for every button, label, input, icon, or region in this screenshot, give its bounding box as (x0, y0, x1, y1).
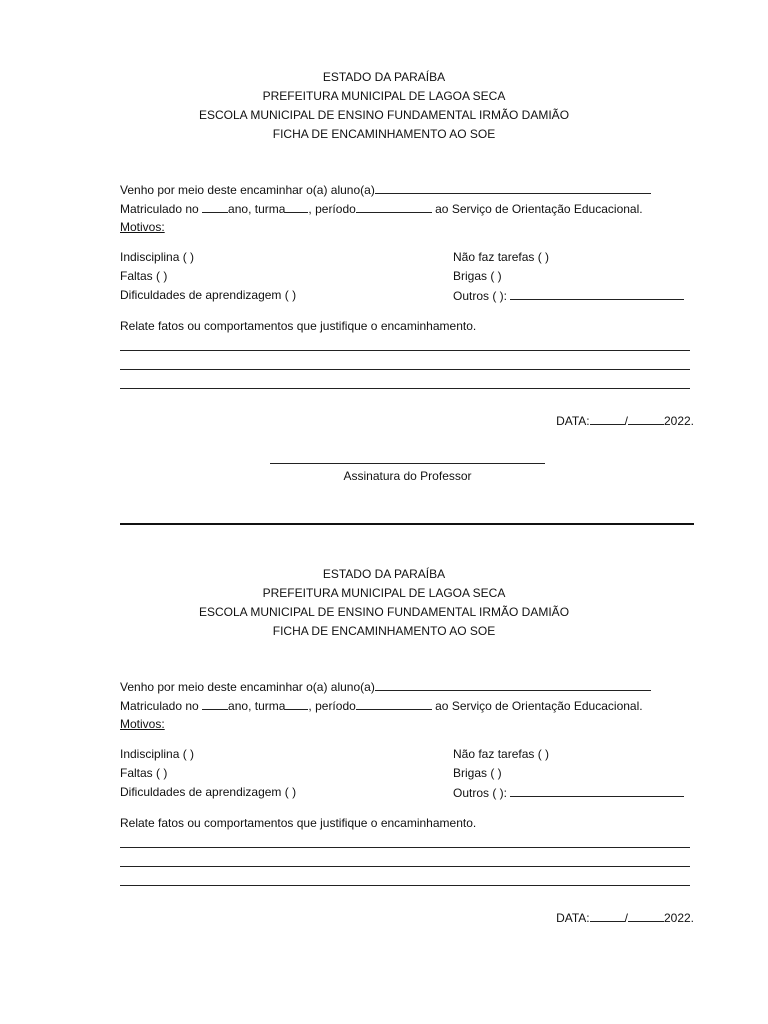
header-municipality: PREFEITURA MUNICIPAL DE LAGOA SECA (262, 586, 506, 600)
period-blank[interactable] (356, 698, 432, 710)
referral-form-1 (0, 68, 768, 483)
date-separator: / (624, 911, 628, 925)
date-month-blank[interactable] (628, 413, 664, 425)
student-name-blank[interactable] (375, 182, 651, 194)
reason-dificuldades[interactable]: Dificuldades de aprendizagem ( ) (120, 288, 297, 302)
form-title: FICHA DE ENCAMINHAMENTO AO SOE (272, 127, 496, 141)
intro-line-enrollment (120, 201, 643, 216)
enrollment-label: Matriculado no (120, 202, 203, 216)
reason-dificuldades[interactable]: Dificuldades de aprendizagem ( ) (120, 785, 297, 799)
header-school: ESCOLA MUNICIPAL DE ENSINO FUNDAMENTAL IRMÃO DAMIÃO (198, 605, 570, 619)
intro-line-enrollment (120, 698, 643, 713)
reason-nao-faz-tarefas[interactable]: Não faz tarefas ( ) (453, 250, 550, 264)
grade-label: ano, turma (228, 202, 286, 216)
relate-instruction: Relate fatos ou comportamentos que justifique o encaminhamento. (120, 816, 477, 830)
date-separator: / (624, 414, 628, 428)
header-state: ESTADO DA PARAÍBA (322, 567, 446, 581)
reason-outros-label[interactable]: Outros ( ): (453, 289, 508, 303)
form-header (0, 565, 768, 641)
date-year: 2022. (663, 414, 694, 428)
class-blank[interactable] (285, 698, 308, 710)
relate-line-3[interactable] (120, 388, 690, 389)
relate-line-1[interactable] (120, 847, 690, 848)
reason-brigas[interactable]: Brigas ( ) (453, 269, 502, 283)
reason-indisciplina[interactable]: Indisciplina ( ) (120, 747, 195, 761)
referral-form-2 (0, 565, 768, 925)
relate-line-1[interactable] (120, 350, 690, 351)
date-year: 2022. (663, 911, 694, 925)
intro-text: Venho por meio deste encaminhar o(a) aluno(a) (120, 183, 375, 197)
header-municipality: PREFEITURA MUNICIPAL DE LAGOA SECA (262, 89, 506, 103)
date-label: DATA: (556, 414, 590, 428)
date-field (556, 910, 694, 925)
reason-outros (453, 785, 684, 800)
date-day-blank[interactable] (590, 413, 625, 425)
relate-line-3[interactable] (120, 885, 690, 886)
reason-brigas[interactable]: Brigas ( ) (453, 766, 502, 780)
header-state: ESTADO DA PARAÍBA (322, 70, 446, 84)
intro-line-student (120, 182, 651, 197)
soe-service-text: ao Serviço de Orientação Educacional. (431, 202, 643, 216)
signature-label: Assinatura do Professor (343, 469, 472, 483)
date-month-blank[interactable] (628, 910, 664, 922)
form-divider (120, 523, 694, 525)
grade-label: ano, turma (228, 699, 286, 713)
date-label: DATA: (556, 911, 590, 925)
student-name-blank[interactable] (375, 679, 651, 691)
date-field (556, 413, 694, 428)
period-label: , período (308, 202, 356, 216)
reason-faltas[interactable]: Faltas ( ) (120, 269, 168, 283)
form-header (0, 68, 768, 144)
reason-faltas[interactable]: Faltas ( ) (120, 766, 168, 780)
reason-nao-faz-tarefas[interactable]: Não faz tarefas ( ) (453, 747, 550, 761)
period-label: , período (308, 699, 356, 713)
outros-blank[interactable] (510, 785, 684, 797)
signature-line[interactable] (270, 463, 545, 464)
grade-blank[interactable] (202, 698, 228, 710)
relate-instruction: Relate fatos ou comportamentos que justifique o encaminhamento. (120, 319, 477, 333)
motivos-label: Motivos: (120, 717, 165, 731)
motivos-label: Motivos: (120, 220, 165, 234)
date-day-blank[interactable] (590, 910, 625, 922)
header-school: ESCOLA MUNICIPAL DE ENSINO FUNDAMENTAL IRMÃO DAMIÃO (198, 108, 570, 122)
outros-blank[interactable] (510, 288, 684, 300)
enrollment-label: Matriculado no (120, 699, 203, 713)
soe-service-text: ao Serviço de Orientação Educacional. (431, 699, 643, 713)
grade-blank[interactable] (202, 201, 228, 213)
form-title: FICHA DE ENCAMINHAMENTO AO SOE (272, 624, 496, 638)
intro-text: Venho por meio deste encaminhar o(a) aluno(a) (120, 680, 375, 694)
period-blank[interactable] (356, 201, 432, 213)
reason-outros-label[interactable]: Outros ( ): (453, 786, 508, 800)
reason-indisciplina[interactable]: Indisciplina ( ) (120, 250, 195, 264)
class-blank[interactable] (285, 201, 308, 213)
reason-outros (453, 288, 684, 303)
relate-line-2[interactable] (120, 866, 690, 867)
relate-line-2[interactable] (120, 369, 690, 370)
intro-line-student (120, 679, 651, 694)
